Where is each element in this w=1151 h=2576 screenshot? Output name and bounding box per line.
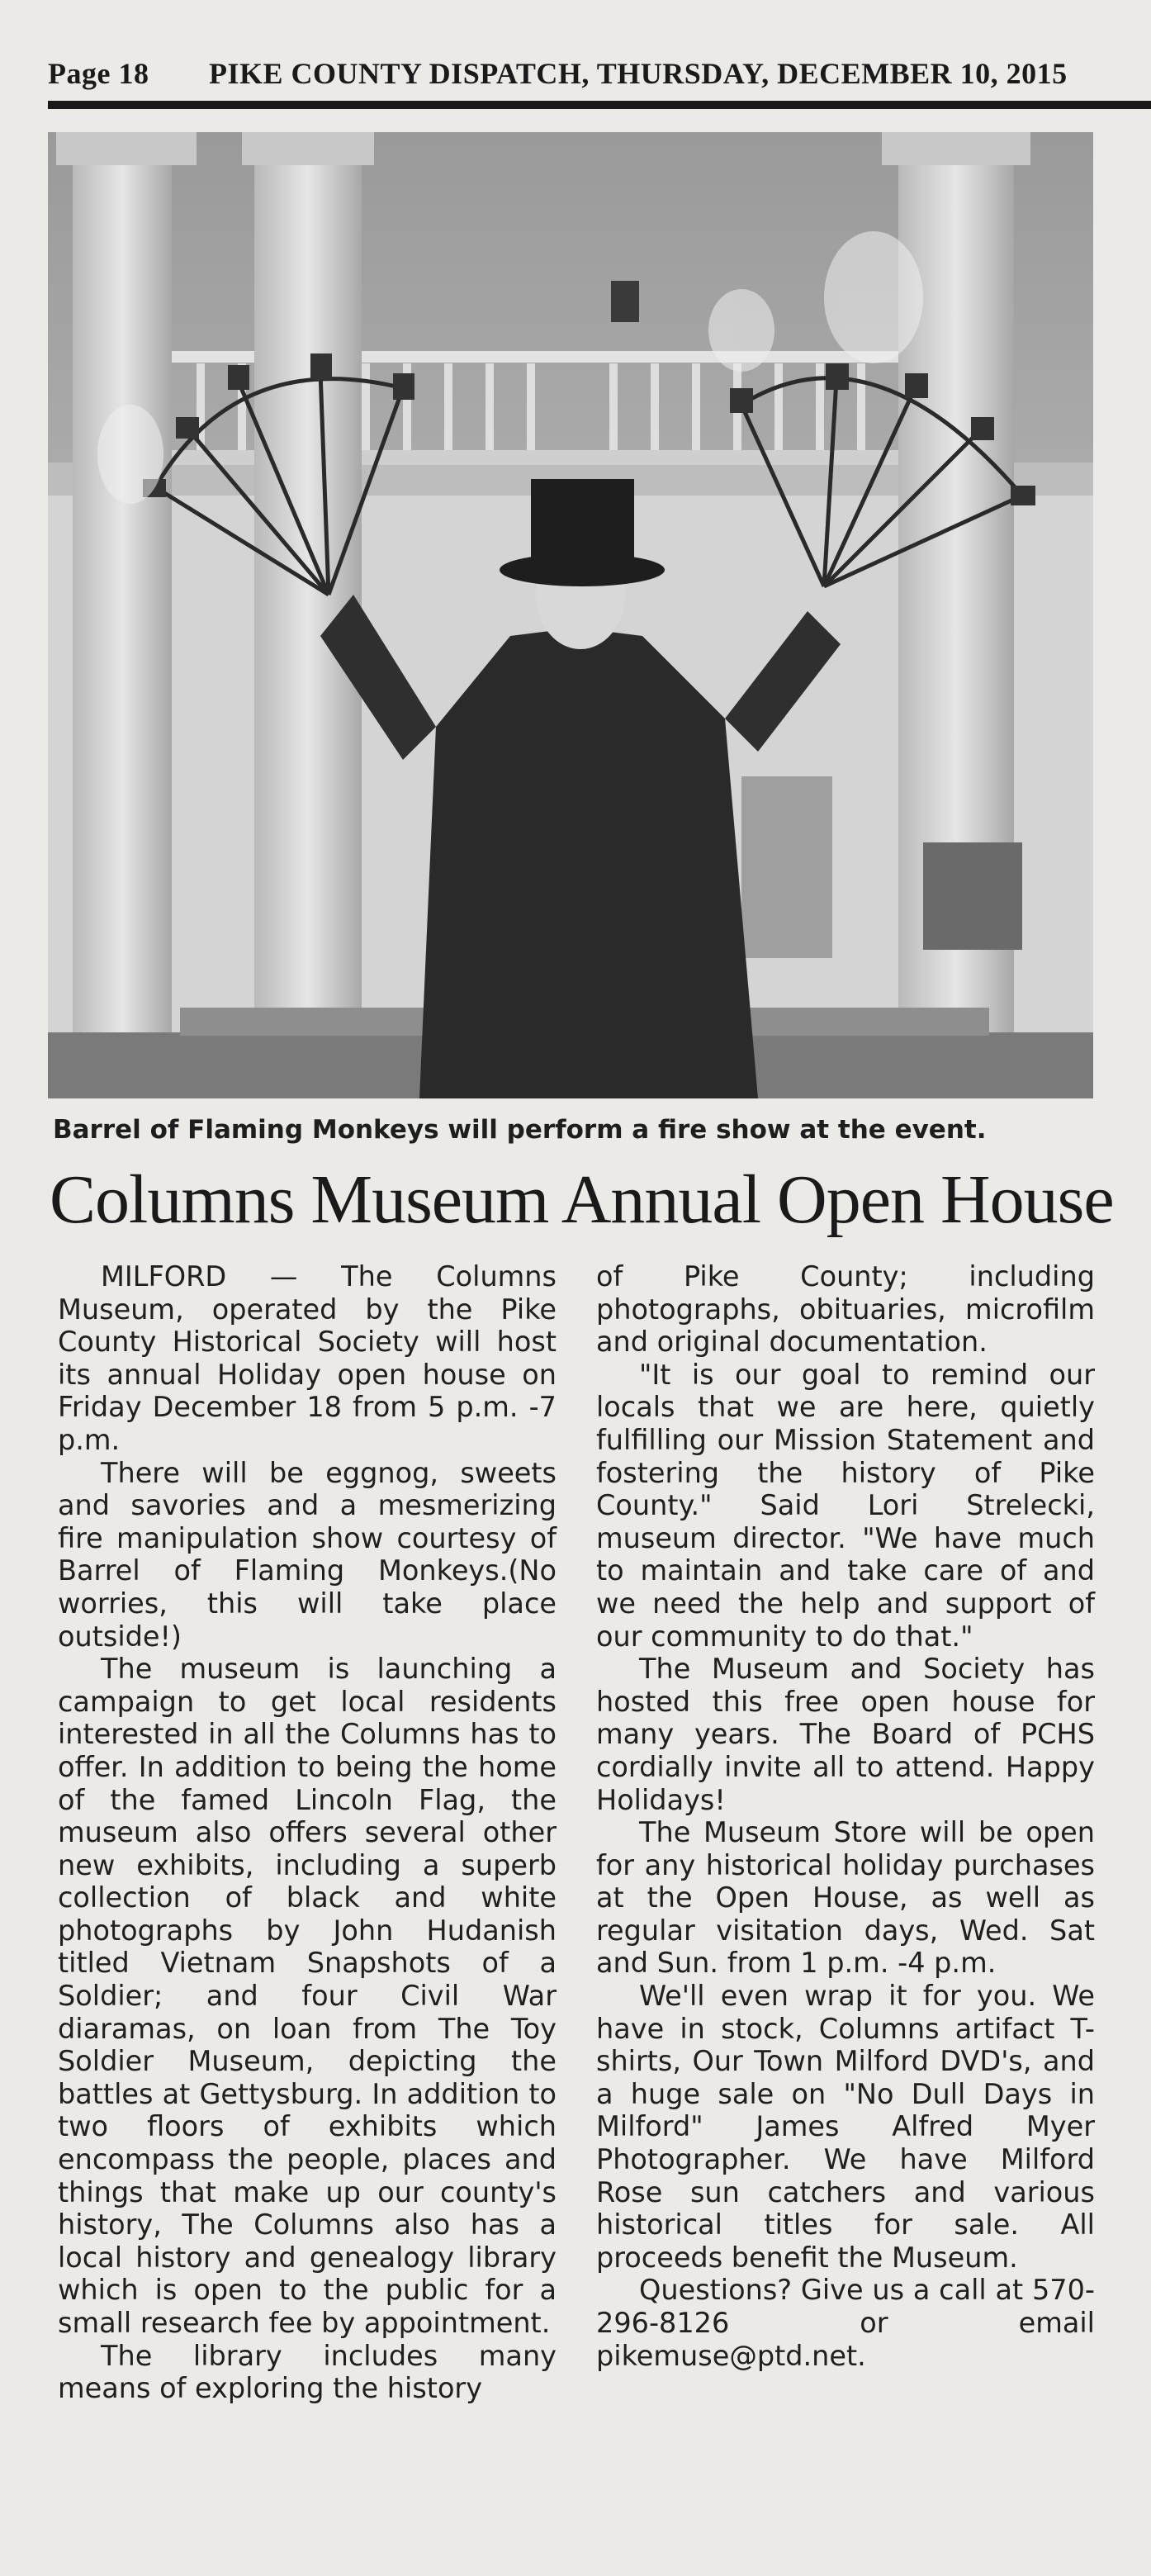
page-number: Page 18 xyxy=(48,57,149,90)
article-paragraph: The Museum and Society has hosted this free open house for many years. The Board of PCHS cordially invite all to attend. Happy Holidays! xyxy=(596,1653,1095,1816)
article-paragraph: The Museum Store will be open for any historical holiday purchases at the Open House, as well as regular visitation days, Wed. Sat and Sun. from 1 p.m. -4 p.m. xyxy=(596,1816,1095,1980)
article-paragraph: of Pike County; including photographs, obituaries, microfilm and original documentation. xyxy=(596,1260,1095,1359)
article-paragraph: "It is our goal to remind our locals that we are here, quietly fulfilling our Mission Statement and fostering the history of Pike County." Said Lori Strelecki, museum director. "We have much to maintain and take care of and we need the help and support of our community to do that." xyxy=(596,1358,1095,1653)
article-paragraph: The library includes many means of exploring the history xyxy=(58,2339,557,2405)
article-paragraph: We'll even wrap it for you. We have in stock, Columns artifact T-shirts, Our Town Milford DVD's, and a huge sale on "No Dull Days in Milford" James Alfred Myer Photographer. We have Milford Rose sun catchers and various historical titles for sale. All proceeds benefit the Museum. xyxy=(596,1980,1095,2274)
article-headline: Columns Museum Annual Open House xyxy=(50,1161,1114,1238)
photo-caption: Barrel of Flaming Monkeys will perform a fire show at the event. xyxy=(53,1115,987,1145)
article-column-right xyxy=(596,1260,1095,2372)
article-photo xyxy=(48,132,1093,1098)
article-paragraph: There will be eggnog, sweets and savories and a mesmerizing fire manipulation show courtesy of Barrel of Flaming Monkeys.(No worries, this will take place outside!) xyxy=(58,1456,557,1653)
article-paragraph: MILFORD — The Columns Museum, operated by the Pike County Historical Society will host its annual Holiday open house on Friday December 18 from 5 p.m. -7 p.m. xyxy=(58,1260,557,1456)
publication-line: PIKE COUNTY DISPATCH, THURSDAY, DECEMBER 10, 2015 xyxy=(209,57,1068,90)
header-rule xyxy=(48,101,1151,109)
article-paragraph: Questions? Give us a call at 570-296-8126 or email pikemuse@ptd.net. xyxy=(596,2274,1095,2372)
article-paragraph: The museum is launching a campaign to get local residents interested in all the Columns has to offer. In addition to being the home of the famed Lincoln Flag, the museum also offers several other new exhibits, including a superb collection of black and white photographs by John Hudanish titled Vietnam Snapshots of a Soldier; and four Civil War diaramas, on loan from The Toy Soldier Museum, depicting the battles at Gettysburg. In addition to two floors of exhibits which encompass the people, places and things that make up our county's history, The Columns also has a local history and genealogy library which is open to the public for a small research fee by appointment. xyxy=(58,1653,557,2339)
page-header xyxy=(48,51,1138,94)
article-column-left xyxy=(58,1260,557,2405)
